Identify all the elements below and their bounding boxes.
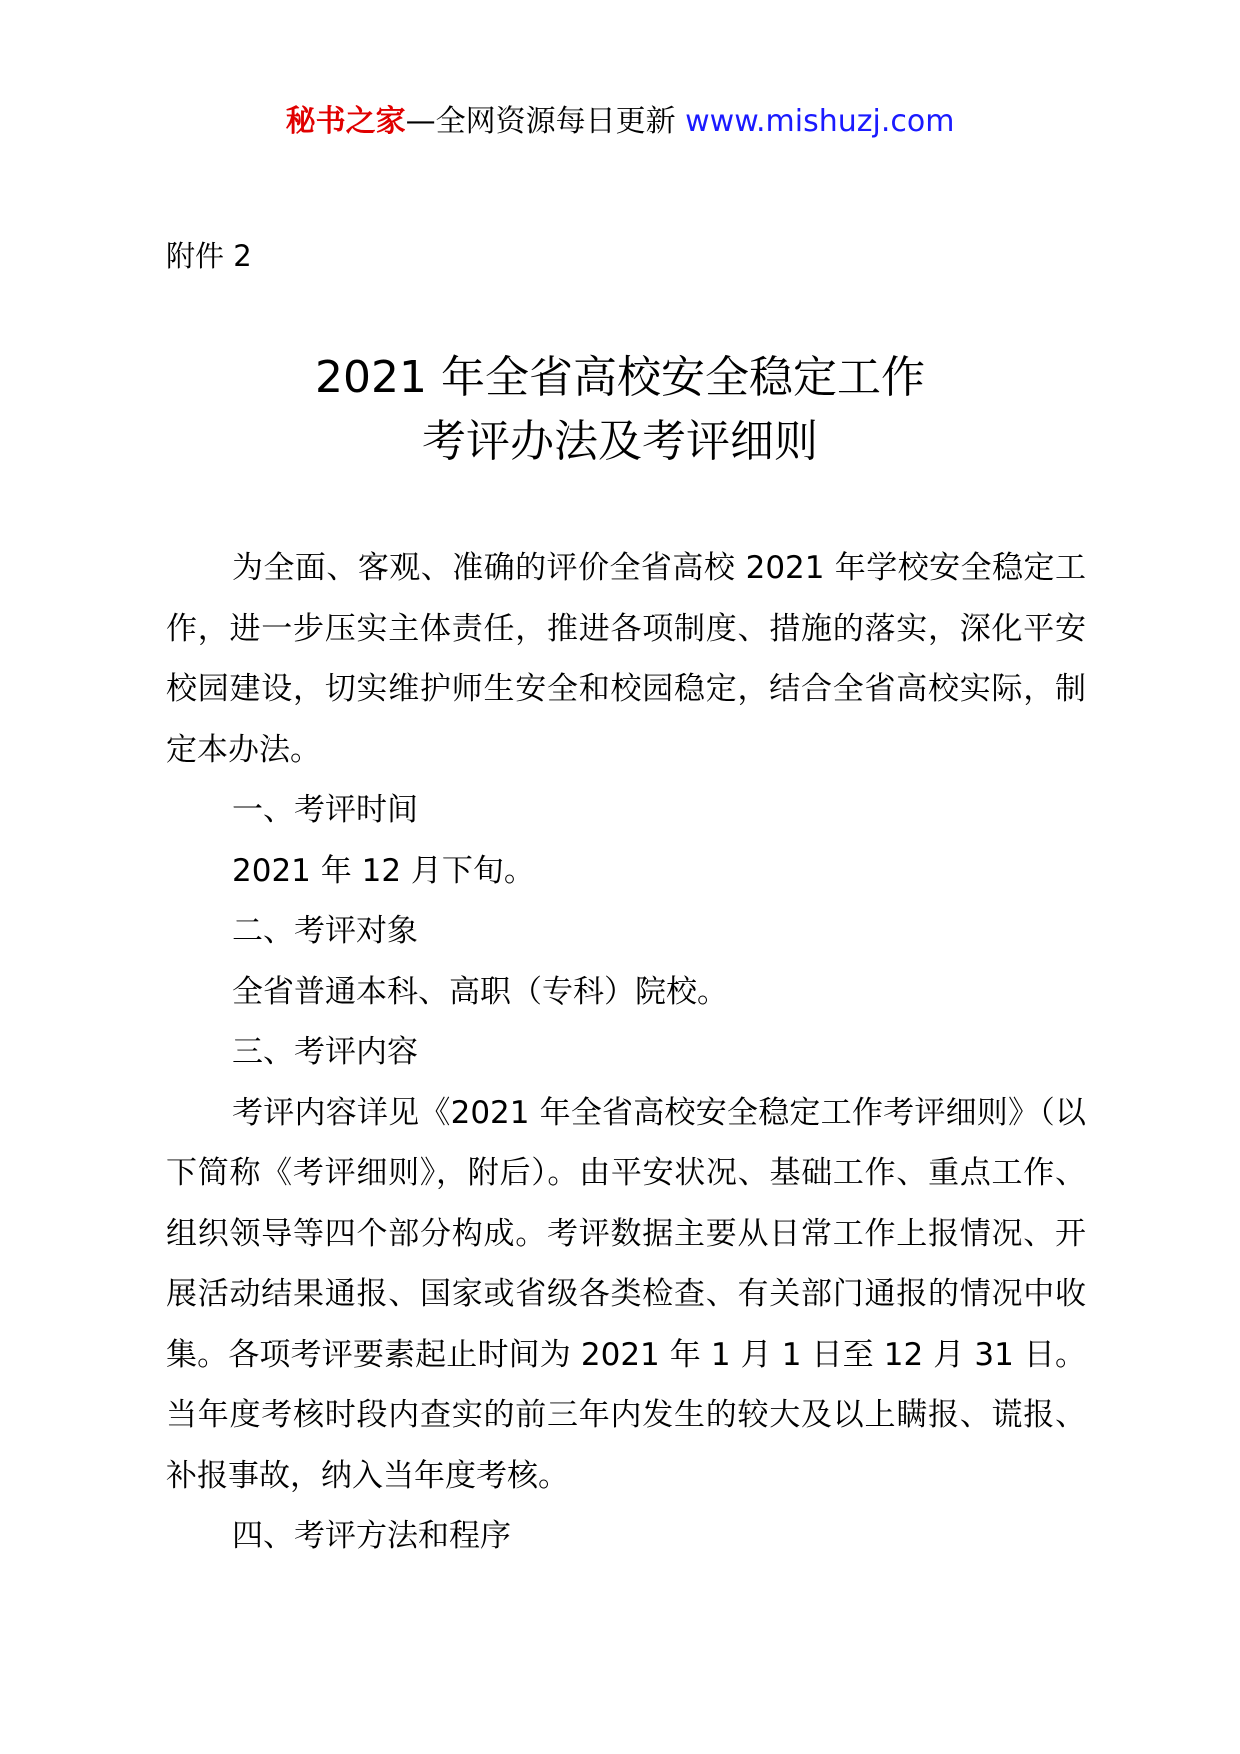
site-url-link[interactable]: www.mishuzj.com: [685, 104, 955, 139]
section-heading-1: 一、考评时间: [232, 792, 418, 828]
document-title: [0, 346, 1240, 474]
section-text-1: 2021 年 12 月下旬。: [232, 852, 535, 889]
section-text-2: 全省普通本科、高职（专科）院校。: [232, 973, 728, 1010]
title-line-2: 考评办法及考评细则: [422, 416, 818, 467]
site-header: [0, 100, 1240, 144]
brand-name: 秘书之家: [285, 104, 406, 139]
section-text-3: 考评内容详见《2021 年全省高校安全稳定工作考评细则》（以下简称《考评细则》，附后）。由平安状况、基础工作、重点工作、组织领导等四个部分构成。考评数据主要从日常工作上报情况、开展活动结果通报、国家或省级各类检查、有关部门通报的情况中收集。各项考评要素起止时间为 2021 年 1 月 1 日至 12 月 31 日。当年度考核时段内查实的前三年内发生的较大及以上瞒报、谎报、补报事故，纳入当年度考核。: [166, 1094, 1086, 1494]
section-heading-4: 四、考评方法和程序: [232, 1518, 511, 1554]
header-tagline: —全网资源每日更新: [405, 104, 676, 139]
attachment-label: 附件 2: [166, 239, 252, 273]
section-heading-2: 二、考评对象: [232, 913, 418, 949]
document-body: [166, 538, 1086, 1567]
title-line-1: 2021 年全省高校安全稳定工作: [315, 352, 925, 403]
intro-paragraph: 为全面、客观、准确的评价全省高校 2021 年学校安全稳定工作，进一步压实主体责任，推进各项制度、措施的落实，深化平安校园建设，切实维护师生安全和校园稳定，结合全省高校实际，制定本办法。: [166, 550, 1086, 768]
section-heading-3: 三、考评内容: [232, 1034, 418, 1070]
